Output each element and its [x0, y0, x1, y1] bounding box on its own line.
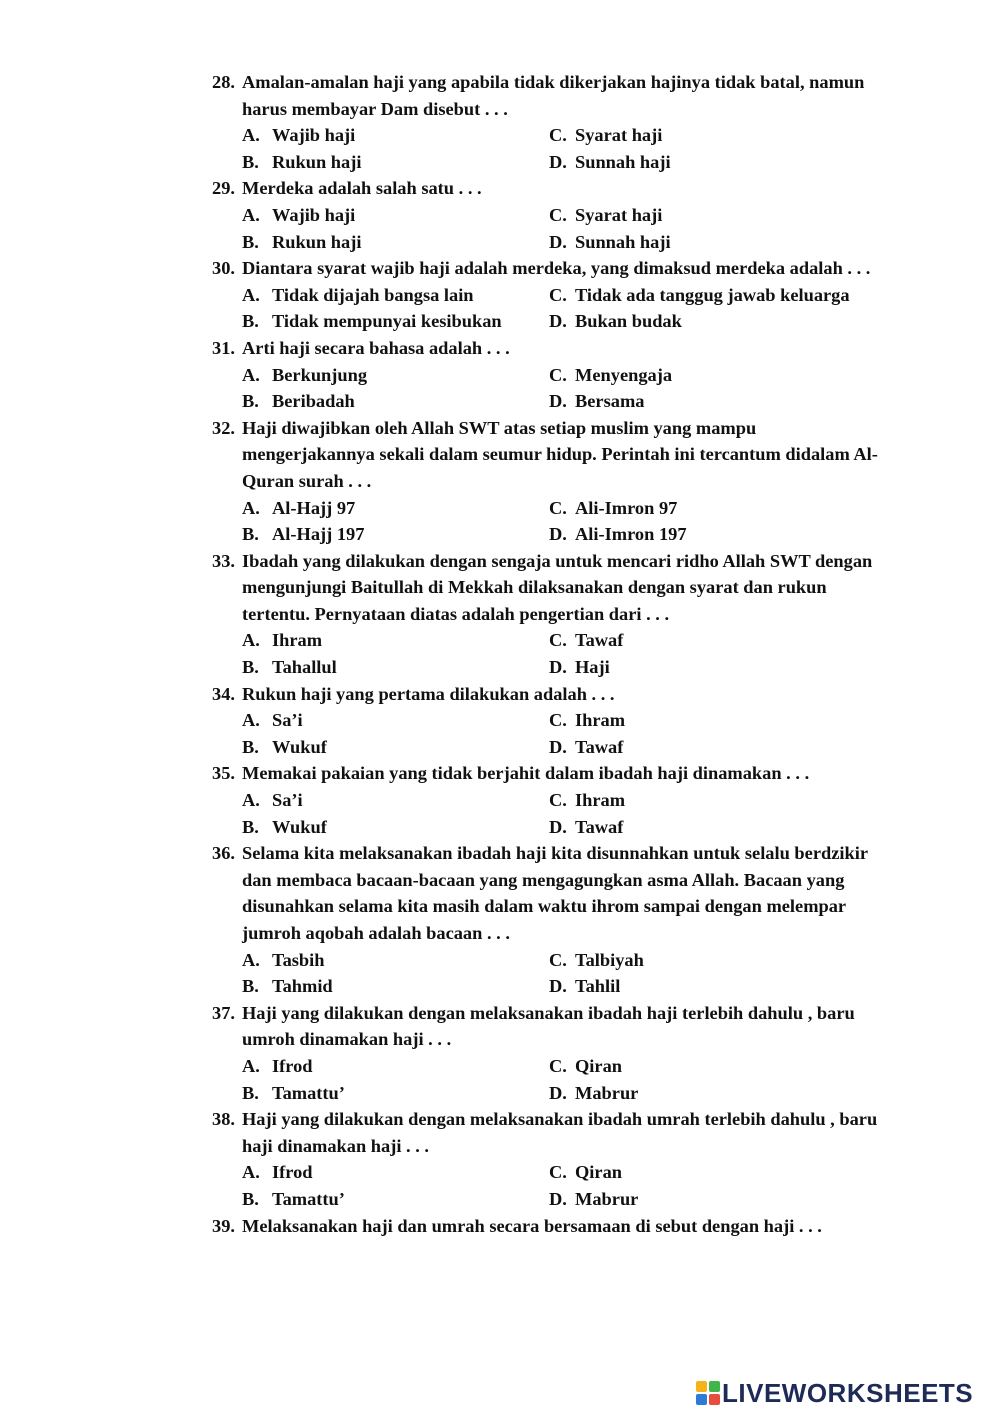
- option-text: Tamattu’: [272, 1188, 345, 1209]
- option-text: Sunnah haji: [575, 231, 671, 252]
- answer-option: [242, 229, 549, 256]
- question-stem: [212, 175, 892, 202]
- answer-option: [549, 362, 922, 389]
- answer-option: [242, 1080, 549, 1107]
- option-letter: D.: [549, 976, 567, 997]
- option-letter: A.: [242, 204, 260, 225]
- option-letter: B.: [242, 816, 259, 837]
- question: [212, 681, 892, 761]
- question: [212, 69, 892, 175]
- answer-option: [549, 308, 922, 335]
- answer-option: [549, 1053, 922, 1080]
- answer-option: [549, 229, 922, 256]
- option-text: Syarat haji: [575, 125, 663, 146]
- option-letter: C.: [549, 1162, 567, 1183]
- answer-options: [212, 282, 892, 335]
- answer-option: [549, 495, 922, 522]
- question-text: Merdeka adalah salah satu . . .: [242, 178, 482, 199]
- question-text: Haji diwajibkan oleh Allah SWT atas setiap muslim yang mampu mengerjakannya sekali dalam seumur hidup. Perintah ini tercantum didalam Al-Quran surah . . .: [242, 417, 878, 491]
- option-text: Wajib haji: [272, 125, 356, 146]
- answer-option: [242, 149, 549, 176]
- option-text: Tahlil: [575, 976, 621, 997]
- option-letter: A.: [242, 284, 260, 305]
- option-text: Tidak ada tanggug jawab keluarga: [575, 284, 850, 305]
- option-letter: D.: [549, 736, 567, 757]
- option-letter: D.: [549, 816, 567, 837]
- answer-option: [549, 122, 922, 149]
- option-text: Syarat haji: [575, 204, 663, 225]
- answer-option: [242, 122, 549, 149]
- answer-option: [242, 521, 549, 548]
- question-stem: [212, 69, 892, 122]
- option-letter: A.: [242, 1162, 260, 1183]
- option-letter: D.: [549, 151, 567, 172]
- option-letter: B.: [242, 1082, 259, 1103]
- question-stem: [212, 548, 892, 628]
- question-text: Diantara syarat wajib haji adalah merdeka, yang dimaksud merdeka adalah . . .: [242, 258, 871, 279]
- option-text: Rukun haji: [272, 231, 362, 252]
- question: [212, 548, 892, 681]
- answer-options: [212, 787, 892, 840]
- question: [212, 335, 892, 415]
- question: [212, 1106, 892, 1212]
- question: [212, 840, 892, 1000]
- question-stem: [212, 415, 892, 495]
- question-text: Ibadah yang dilakukan dengan sengaja untuk mencari ridho Allah SWT dengan mengunjungi Baitullah di Mekkah dilaksanakan dengan syarat dan rukun tertentu. Pernyataan diatas adalah pengertian dari . . .: [242, 550, 873, 624]
- option-text: Berkunjung: [272, 364, 368, 385]
- answer-option: [549, 627, 922, 654]
- option-text: Tidak mempunyai kesibukan: [272, 311, 502, 332]
- option-letter: C.: [549, 364, 567, 385]
- option-text: Al-Hajj 97: [272, 497, 356, 518]
- answer-option: [242, 947, 549, 974]
- answer-option: [549, 787, 922, 814]
- answer-option: [549, 149, 922, 176]
- option-text: Tawaf: [575, 630, 624, 651]
- question: [212, 1213, 892, 1240]
- option-text: Qiran: [575, 1055, 623, 1076]
- answer-option: [549, 707, 922, 734]
- answer-option: [242, 627, 549, 654]
- option-text: Beribadah: [272, 391, 355, 412]
- option-letter: B.: [242, 391, 259, 412]
- answer-options: [212, 707, 892, 760]
- answer-option: [549, 202, 922, 229]
- question-number: 35.: [212, 763, 235, 784]
- answer-option: [549, 814, 922, 841]
- answer-option: [549, 1159, 922, 1186]
- question-number: 33.: [212, 550, 235, 571]
- option-text: Mabrur: [575, 1188, 639, 1209]
- option-letter: B.: [242, 524, 259, 545]
- option-text: Wajib haji: [272, 204, 356, 225]
- option-letter: B.: [242, 311, 259, 332]
- answer-options: [212, 947, 892, 1000]
- option-text: Sa’i: [272, 710, 303, 731]
- option-letter: B.: [242, 976, 259, 997]
- option-text: Ihram: [575, 710, 626, 731]
- option-letter: A.: [242, 949, 260, 970]
- option-text: Sunnah haji: [575, 151, 671, 172]
- answer-option: [549, 973, 922, 1000]
- answer-option: [242, 814, 549, 841]
- question: [212, 175, 892, 255]
- option-letter: C.: [549, 125, 567, 146]
- option-letter: A.: [242, 497, 260, 518]
- option-letter: C.: [549, 497, 567, 518]
- option-letter: D.: [549, 311, 567, 332]
- answer-option: [242, 308, 549, 335]
- question-number: 32.: [212, 417, 235, 438]
- question-stem: [212, 1213, 892, 1240]
- question: [212, 255, 892, 335]
- answer-option: [242, 1159, 549, 1186]
- option-letter: B.: [242, 1188, 259, 1209]
- brand-name: LIVEWORKSHEETS: [722, 1377, 974, 1408]
- option-letter: A.: [242, 790, 260, 811]
- answer-option: [242, 787, 549, 814]
- answer-option: [242, 654, 549, 681]
- option-text: Tahmid: [272, 976, 333, 997]
- question-number: 30.: [212, 258, 235, 279]
- option-text: Ali-Imron 197: [575, 524, 687, 545]
- option-text: Al-Hajj 197: [272, 524, 365, 545]
- option-text: Sa’i: [272, 790, 303, 811]
- option-letter: D.: [549, 1082, 567, 1103]
- question-text: Rukun haji yang pertama dilakukan adalah . . .: [242, 683, 615, 704]
- option-letter: D.: [549, 391, 567, 412]
- answer-option: [549, 282, 922, 309]
- question-text: Selama kita melaksanakan ibadah haji kita disunnahkan untuk selalu berdzikir dan membaca bacaan-bacaan yang mengagungkan asma Allah. Bacaan yang disunahkan selama kita masih dalam waktu ihrom sampai dengan melempar jumroh aqobah adalah bacaan . . .: [242, 843, 868, 943]
- option-letter: D.: [549, 1188, 567, 1209]
- answer-options: [212, 122, 892, 175]
- question-stem: [212, 681, 892, 708]
- option-text: Haji: [575, 657, 610, 678]
- question-number: 38.: [212, 1109, 235, 1130]
- answer-options: [212, 627, 892, 680]
- option-letter: B.: [242, 657, 259, 678]
- option-text: Ifrod: [272, 1055, 313, 1076]
- question-number: 28.: [212, 72, 235, 92]
- question-text: Arti haji secara bahasa adalah . . .: [242, 337, 510, 358]
- option-letter: C.: [549, 710, 567, 731]
- option-letter: B.: [242, 151, 259, 172]
- option-letter: C.: [549, 949, 567, 970]
- question-number: 29.: [212, 178, 235, 199]
- option-text: Rukun haji: [272, 151, 362, 172]
- question-text: Melaksanakan haji dan umrah secara bersamaan di sebut dengan haji . . .: [242, 1215, 822, 1236]
- option-text: Mabrur: [575, 1082, 639, 1103]
- option-letter: C.: [549, 1055, 567, 1076]
- answer-option: [549, 1186, 922, 1213]
- question-text: Amalan-amalan haji yang apabila tidak dikerjakan hajinya tidak batal, namun harus membayar Dam disebut . . .: [242, 72, 865, 119]
- option-text: Ihram: [575, 790, 626, 811]
- question-number: 36.: [212, 843, 235, 864]
- option-text: Wukuf: [272, 816, 327, 837]
- option-text: Tawaf: [575, 816, 624, 837]
- answer-option: [242, 495, 549, 522]
- option-letter: B.: [242, 736, 259, 757]
- worksheet: [212, 69, 892, 1239]
- answer-option: [549, 521, 922, 548]
- answer-option: [242, 362, 549, 389]
- option-text: Tawaf: [575, 736, 624, 757]
- answer-option: [549, 654, 922, 681]
- answer-option: [242, 202, 549, 229]
- option-text: Talbiyah: [575, 949, 644, 970]
- option-letter: C.: [549, 284, 567, 305]
- question-text: Haji yang dilakukan dengan melaksanakan ibadah umrah terlebih dahulu , baru haji dinamakan haji . . .: [242, 1109, 878, 1156]
- question-text: Haji yang dilakukan dengan melaksanakan ibadah haji terlebih dahulu , baru umroh dinamakan haji . . .: [242, 1002, 855, 1050]
- answer-option: [549, 734, 922, 761]
- answer-option: [242, 734, 549, 761]
- question-stem: [212, 335, 892, 362]
- option-text: Ali-Imron 97: [575, 497, 678, 518]
- option-text: Qiran: [575, 1162, 623, 1183]
- question-stem: [212, 1106, 892, 1159]
- answer-option: [242, 1053, 549, 1080]
- question-number: 34.: [212, 683, 235, 704]
- question-stem: [212, 760, 892, 787]
- question: [212, 1000, 892, 1106]
- answer-option: [242, 707, 549, 734]
- option-letter: C.: [549, 204, 567, 225]
- option-text: Wukuf: [272, 736, 327, 757]
- question-stem: [212, 1000, 892, 1053]
- answer-options: [212, 1053, 892, 1106]
- option-letter: B.: [242, 231, 259, 252]
- option-letter: C.: [549, 790, 567, 811]
- option-text: Tidak dijajah bangsa lain: [272, 284, 474, 305]
- brand-footer: [696, 1378, 973, 1408]
- option-text: Ihram: [272, 630, 323, 651]
- option-letter: A.: [242, 1055, 260, 1076]
- answer-options: [212, 362, 892, 415]
- answer-option: [242, 973, 549, 1000]
- answer-option: [242, 282, 549, 309]
- question-text: Memakai pakaian yang tidak berjahit dalam ibadah haji dinamakan . . .: [242, 763, 810, 784]
- option-text: Bersama: [575, 391, 645, 412]
- answer-options: [212, 1159, 892, 1212]
- answer-options: [212, 495, 892, 548]
- question-number: 31.: [212, 337, 235, 358]
- question: [212, 760, 892, 840]
- option-letter: D.: [549, 524, 567, 545]
- answer-option: [549, 1080, 922, 1107]
- option-letter: A.: [242, 630, 260, 651]
- question-stem: [212, 255, 892, 282]
- option-letter: A.: [242, 710, 260, 731]
- question-number: 37.: [212, 1002, 235, 1023]
- question: [212, 415, 892, 548]
- option-letter: C.: [549, 630, 567, 651]
- question-stem: [212, 840, 892, 946]
- question-number: 39.: [212, 1215, 235, 1236]
- option-text: Menyengaja: [575, 364, 673, 385]
- answer-options: [212, 202, 892, 255]
- option-letter: D.: [549, 657, 567, 678]
- option-text: Tasbih: [272, 949, 325, 970]
- answer-option: [549, 388, 922, 415]
- option-text: Tamattu’: [272, 1082, 345, 1103]
- option-text: Ifrod: [272, 1162, 313, 1183]
- option-letter: A.: [242, 364, 260, 385]
- option-text: Tahallul: [272, 657, 337, 678]
- option-letter: A.: [242, 125, 260, 146]
- option-letter: D.: [549, 231, 567, 252]
- liveworksheets-logo-icon: [696, 1381, 720, 1405]
- option-text: Bukan budak: [575, 311, 682, 332]
- answer-option: [549, 947, 922, 974]
- answer-option: [242, 388, 549, 415]
- answer-option: [242, 1186, 549, 1213]
